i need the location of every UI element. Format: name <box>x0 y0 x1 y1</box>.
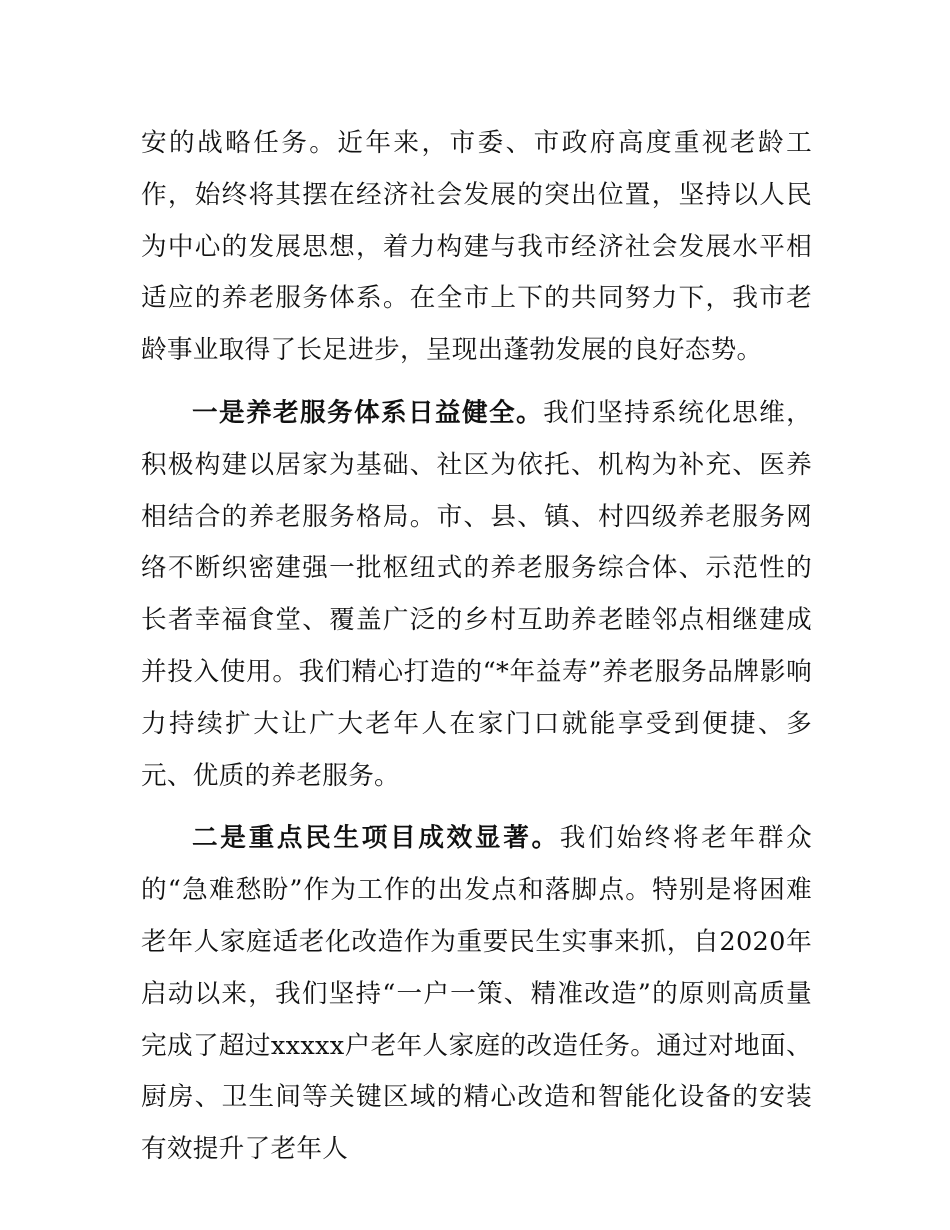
paragraph-lead: 一是养老服务体系日益健全。 <box>192 397 544 428</box>
paragraph-text: 安的战略任务。近年来，市委、市政府高度重视老龄工作，始终将其摆在经济社会发展的突出位置，坚持以人民为中心的发展思想，着力构建与我市经济社会发展水平相适应的养老服务体系。在全市上下的共同努力下，我市老龄事业取得了长足进步，呈现出蓬勃发展的良好态势。 <box>141 128 812 366</box>
document-page <box>141 118 812 1176</box>
paragraph-elderly-service-system <box>141 388 812 802</box>
paragraph-text: 我们坚持系统化思维，积极构建以居家为基础、社区为依托、机构为补充、医养相结合的养老服务格局。市、县、镇、村四级养老服务网络不断织密建强一批枢纽式的养老服务综合体、示范性的长者幸福食堂、覆盖广泛的乡村互助养老睦邻点相继建成并投入使用。我们精心打造的“*年益寿”养老服务品牌影响力持续扩大让广大老年人在家门口就能享受到便捷、多元、优质的养老服务。 <box>141 397 812 791</box>
paragraph-text: 我们始终将老年群众的“急难愁盼”作为工作的出发点和落脚点。特别是将困难老年人家庭适老化改造作为重要民生实事来抓，自2020年启动以来，我们坚持“一户一策、精准改造”的原则高质量完成了超过xxxxx户老年人家庭的改造任务。通过对地面、厨房、卫生间等关键区域的精心改造和智能化设备的安装有效提升了老年人 <box>141 823 812 1165</box>
paragraph-intro <box>141 118 812 377</box>
paragraph-lead: 二是重点民生项目成效显著。 <box>192 823 560 854</box>
paragraph-livelihood-projects <box>141 813 812 1176</box>
